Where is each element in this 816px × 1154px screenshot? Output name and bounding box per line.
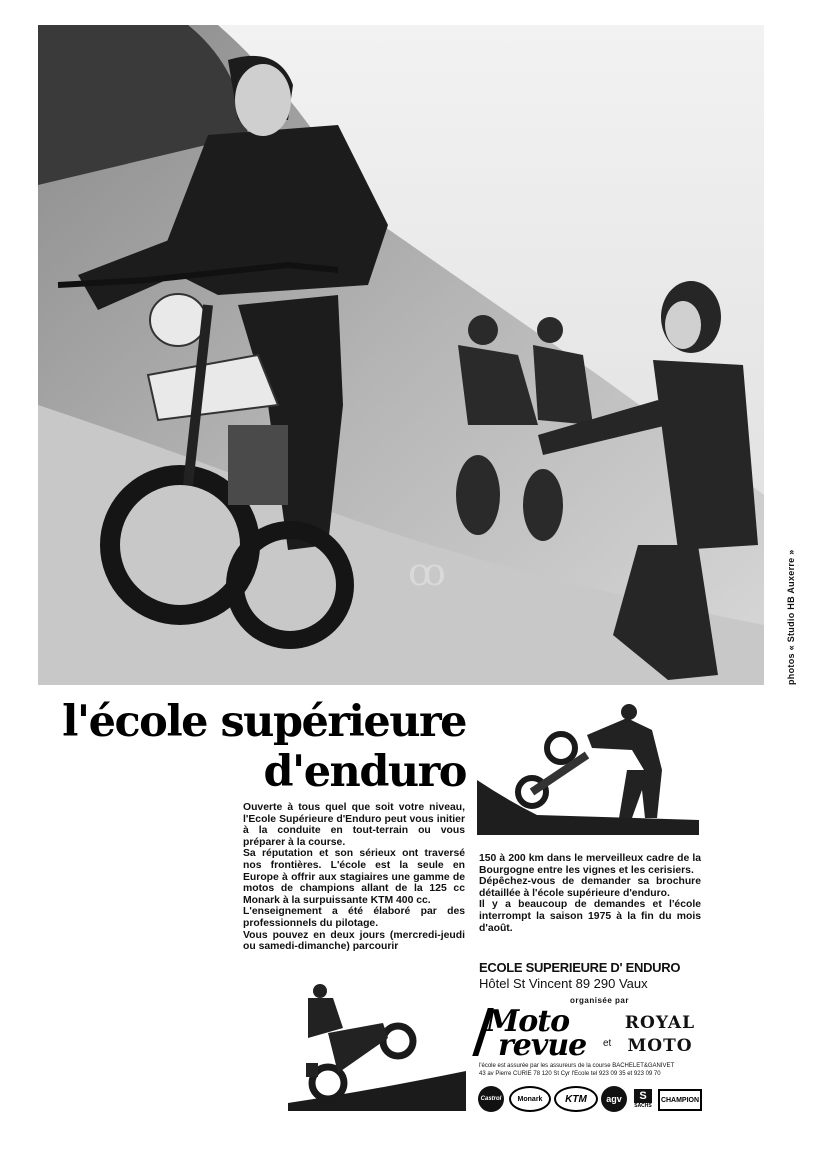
school-address: Hôtel St Vincent 89 290 Vaux xyxy=(479,976,648,991)
moto-revue-line-2: revue xyxy=(498,1028,587,1063)
photo-credit: photos « Studio HB Auxerre » xyxy=(786,549,796,685)
organised-by-label: organisée par xyxy=(570,996,629,1005)
body-column-right xyxy=(479,853,701,934)
body-paragraph: L'enseignement a été élaboré par des professionnels du pilotage. xyxy=(243,906,465,929)
insurer-note-line-2: 43 av Pierre CURIE 78 120 St Cyr l'Ecole tel 923 09 35 et 923 09 70 xyxy=(479,1071,661,1077)
sponsor-logos xyxy=(478,1086,702,1114)
body-paragraph: 150 à 200 km dans le merveilleux cadre de la Bourgogne entre les vignes et les cerisiers. xyxy=(479,853,701,876)
body-paragraph: Dépêchez-vous de demander sa brochure détaillée à l'école supérieure d'enduro. xyxy=(479,876,701,899)
sachs-emblem-icon: S xyxy=(634,1089,652,1103)
body-column-left xyxy=(243,802,465,953)
page-title xyxy=(62,697,466,797)
headline-line-2: d'enduro xyxy=(263,747,466,797)
insurer-note-line-1: l'école est assurée par les assureurs de la course BACHELET&GANIVET xyxy=(479,1063,675,1069)
castrol-logo: Castrol xyxy=(478,1086,504,1112)
wheelie-photo xyxy=(288,983,466,1111)
royal-moto-line-2: MOTO xyxy=(627,1036,693,1056)
crash-photo xyxy=(477,700,699,835)
insurer-note xyxy=(479,1062,703,1078)
body-paragraph: Sa réputation et son sérieux ont traversé nos frontières. L'école est la seule en Europe à offrir aux stagiaires une gamme de motos de champions allant de la 125 cc Monark à la surpuissante KTM 400 cc. xyxy=(243,848,465,906)
body-paragraph: Ouverte à tous quel que soit votre niveau, l'Ecole Supérieure d'Enduro peut vous initier à la conduite en tout-terrain ou vous préparer à la course. xyxy=(243,802,465,848)
sachs-logo xyxy=(631,1086,655,1112)
agv-logo: agv xyxy=(601,1086,627,1112)
royal-moto-logo xyxy=(620,1012,700,1058)
moto-revue-logo xyxy=(480,1004,598,1063)
conjunction-et: et xyxy=(603,1038,612,1049)
moto-revue-line-1: Moto xyxy=(486,1004,570,1039)
hero-photo xyxy=(38,25,764,685)
champion-logo: CHAMPION xyxy=(658,1089,702,1111)
body-paragraph: Il y a beaucoup de demandes et l'école interrompt la saison 1975 à la fin du mois d'août. xyxy=(479,899,701,934)
svg-text:ꝏ: ꝏ xyxy=(408,550,446,594)
body-paragraph: Vous pouvez en deux jours (mercredi-jeudi ou samedi-dimanche) parcourir xyxy=(243,929,465,953)
headline-line-1: l'école supérieure xyxy=(62,697,466,747)
school-name: ECOLE SUPERIEURE D' ENDURO xyxy=(479,960,681,975)
royal-moto-line-1: ROYAL xyxy=(624,1013,696,1033)
monark-logo: Monark xyxy=(509,1086,551,1112)
sachs-label: SACHS xyxy=(634,1103,652,1109)
ktm-logo: KTM xyxy=(554,1086,598,1112)
